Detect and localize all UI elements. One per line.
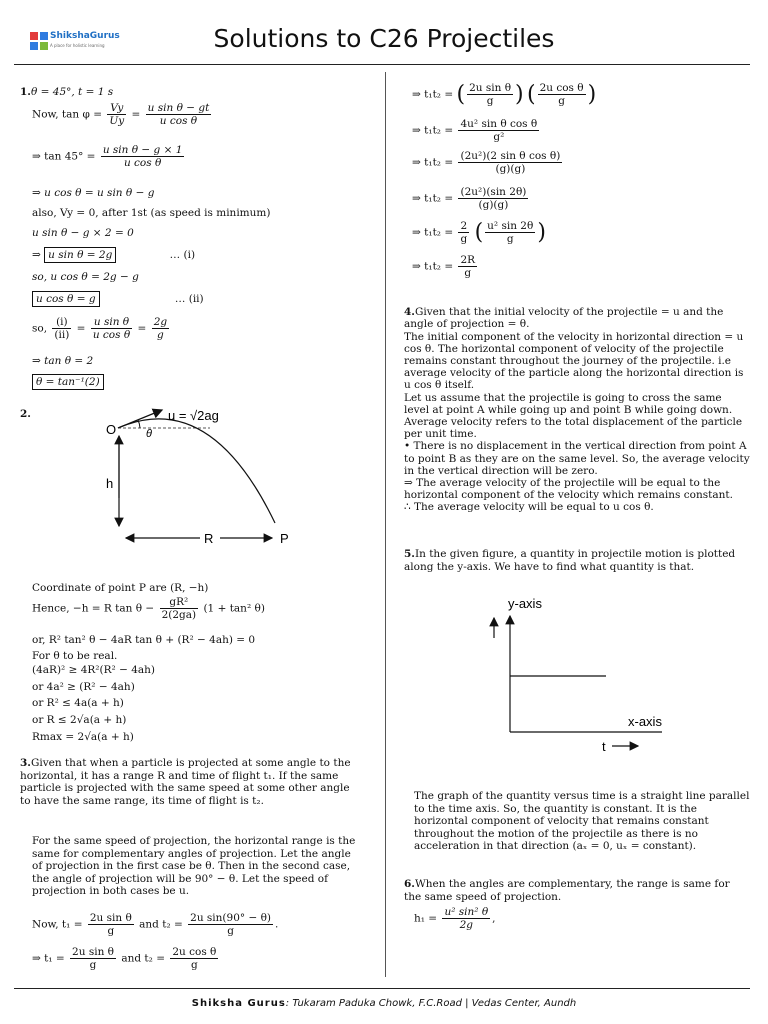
q2-fig-h: h [106, 476, 114, 491]
column-divider [385, 72, 386, 977]
q3c-frac-f: $\frac{2R}{g}$ [460, 254, 476, 279]
q2-fig-u-label: u = √2ag [168, 408, 219, 423]
q1-answer: θ = tan⁻¹(2) [32, 374, 104, 390]
q3-frac-t1: $\frac{\text{2u sin θ}}{g}$ [89, 912, 132, 937]
q1-frac-tan45: $\frac{\text{u sin θ − g × 1}}{\text{u cos θ}}$ [102, 144, 183, 169]
logo-name: ShikshaGurus [50, 31, 120, 41]
page-header [0, 0, 768, 66]
q2-step-b: or R² ≤ 4a(a + h) [32, 697, 124, 709]
footer-address: : Tukaram Paduka Chowk, F.C.Road | Vedas Center, Aundh [285, 998, 577, 1009]
q3c-frac-e1: $\frac{2}{g}$ [460, 220, 468, 245]
q1-frac-vy-uy: $\frac{Vy}{Uy}$ [109, 102, 125, 127]
q4-text: Given that the initial velocity of the projectile = u and the angle of projection = θ. The initial component of the velocity in horizontal direction = u cos θ. The horizontal component of velocity of the projectile remains constant throughout the journey of the projectile. i.e average velocity of the particle along the horizontal direction is u cos θ itself. Let us assume that the projectile is going to cross the same level at point A while going up and point B while going down. Average velocity refers to the total displacement of the particle per unit time. • There is no displacement in the vertical direction from point A to point B as they are on the same level. So, the average velocity in the vertical direction will be zero. ⇒ The average velocity of the projectile will be equal to the horizontal component of the velocity which remains constant. ∴ The average velocity will be equal to u cos θ. [404, 306, 750, 514]
q3-paragraph-2: For the same speed of projection, the horizontal range is the same for complementary angles of projection. Let the angle of projection in the first case be θ. Then in the second case, the angle of projection will be 90° − θ. Let the speed of projection in both cases be u. [32, 835, 356, 898]
q1-eq-ucos: ⇒ u cos θ = u sin θ − g [32, 187, 155, 199]
q2-real-condition: For θ to be real. [32, 650, 118, 662]
q1-eq-usin-2g: u sin θ − g × 2 = 0 [32, 227, 134, 239]
q2-coordinate: Coordinate of point P are (R, −h) [32, 582, 209, 594]
q2-trajectory [118, 419, 275, 523]
q2-step-c: or R ≤ 2√a(a + h) [32, 714, 127, 726]
q1-tan45-label: ⇒ tan 45° = [32, 150, 96, 163]
header-rule [14, 64, 750, 65]
q5-fig-y-axis: y-axis [508, 596, 542, 611]
q3c-frac-d: $\frac{\text{(2u²)(sin 2θ)}}{(g)(g)}$ [460, 186, 527, 211]
q2-number: 2. [20, 408, 31, 420]
page-footer [0, 998, 768, 1009]
q3c-frac-a2: $\frac{\text{2u cos θ}}{g}$ [539, 82, 584, 107]
left-column: 1.θ = 45°, t = 1 s Now, tan φ = $\frac{Vy}{Uy}$ = $\frac{\text{u sin θ − gt}}{\text{u cos θ}}$ ⇒ tan 45° = $\frac{\text{u sin θ − g × 1}}{\text{u cos θ}}$ ⇒ u cos θ = u sin θ − g also, Vy = 0, after 1st (as speed is minimum) u sin θ − g × 2 = 0 ⇒ u sin θ = 2g … (i) so, u cos θ = 2g − g u cos θ = g … (ii) so, $\frac{(i)}{(ii)}$ = $\frac{\text{u sin θ}}{\text{u cos θ}}$ = $\frac{2g}{g}$ ⇒ tan θ = 2 θ = tan⁻¹(2) 2. u = √2ag O θ h R P Coordinate of point P are (R, −h) Hence, −h = R tan θ − $\frac{\text{gR²}}{2(2ga)}$ (1 + tan² θ) or, R² tan² θ − 4aR tan θ + (R² − 4ah) = 0 For θ to be real. (4aR)² ≥ 4R²(R² − 4ah) or 4a² ≥ (R² − 4ah) or R² ≤ 4a(a + h) or R ≤ 2√a(a + h) Rmax = 2√a(a + h) 3.Given that when a particle is projected at some angle to the horizontal, it has a range R and time of flight t₁. If the same particle is projected with the same speed at some other angle to have the same range, its time of flight is t₂. For the same speed of projection, the horizontal range is the same for complementary angles of projection. Let the angle of projection in the first case be θ. Then in the second case, the angle of projection will be 90° − θ. Let the speed of projection in both cases be u. Now, t₁ = $\frac{\text{2u sin θ}}{g}$ and t₂ = $\frac{\text{2u sin(90° − θ)}}{g}$ . ⇒ t₁ = $\frac{\text{2u sin θ}}{g}$ and t₂ = $\frac{\text{2u cos θ}}{g}$ [20, 80, 380, 980]
q1-so-ucos: so, u cos θ = 2g − g [32, 271, 139, 283]
q2-rmax: Rmax = 2√a(a + h) [32, 731, 134, 743]
q5-fig-t: t [602, 739, 606, 754]
q3c-frac-b: $\frac{\text{4u² sin θ cos θ}}{\text{g²}}$ [460, 118, 538, 143]
question-4 [404, 294, 750, 514]
q2-discriminant: (4aR)² ≥ 4R²(R² − 4ah) [32, 664, 156, 676]
page-title: Solutions to C26 Projectiles [213, 24, 555, 53]
q5-number: 5. [404, 548, 415, 560]
q3-number: 3. [20, 757, 31, 769]
logo-tagline: A place for holistic learning [50, 43, 105, 48]
q2-quadratic: or, R² tan² θ − 4aR tan θ + (R² − 4ah) = 0 [32, 634, 256, 646]
q4-number: 4. [404, 306, 415, 319]
q2-fig-R: R [204, 531, 214, 546]
q3c-frac-e2: $\frac{\text{u² sin 2θ}}{g}$ [487, 220, 534, 245]
q6-frac-h1: $\frac{\text{u² sin² θ}}{2g}$ [444, 906, 489, 931]
q3-frac-t2-b: $\frac{\text{2u cos θ}}{g}$ [172, 946, 217, 971]
q3-frac-t1-b: $\frac{\text{2u sin θ}}{g}$ [72, 946, 114, 971]
q5-fig-x-axis: x-axis [628, 714, 662, 729]
q1-boxed-eq-ii: u cos θ = g [32, 291, 100, 307]
q1-number: 1. [20, 86, 31, 98]
q3c-frac-a1: $\frac{\text{2u sin θ}}{g}$ [469, 82, 512, 107]
q1-frac-usin-gt: $\frac{\text{u sin θ − gt}}{\text{u cos θ}}$ [147, 102, 210, 127]
q2-fig-theta: θ [146, 428, 152, 440]
q1-frac-2g-g: $\frac{2g}{g}$ [153, 316, 168, 341]
q2-frac-gr2: $\frac{\text{gR²}}{2(2ga)}$ [161, 596, 197, 621]
q3-frac-t2: $\frac{\text{2u sin(90° − θ)}}{g}$ [190, 912, 272, 937]
q1-frac-i-ii: $\frac{(i)}{(ii)}$ [54, 316, 70, 341]
footer-rule [14, 988, 750, 989]
q1-tan-theta-2: ⇒ tan θ = 2 [32, 355, 94, 367]
q1-boxed-eq-i: u sin θ = 2g [44, 247, 116, 263]
q5-text: In the given figure, a quantity in projectile motion is plotted along the y-axis. We have to find what quantity is that. [404, 548, 736, 573]
q1-given: θ = 45°, t = 1 s [30, 86, 114, 98]
q2-projectile-figure [100, 398, 320, 548]
footer-org: Shiksha Gurus [191, 998, 286, 1009]
q3c-frac-c: $\frac{\text{(2u²)(2 sin θ cos θ)}}{(g)(g)}$ [460, 150, 561, 175]
q5-graph-figure [482, 592, 682, 762]
q1-also-vy: also, Vy = 0, after 1st (as speed is minimum) [32, 207, 271, 219]
q6-number: 6. [404, 878, 415, 890]
q2-fig-O: O [106, 422, 117, 437]
q1-tan-phi-label: Now, tan φ = [32, 108, 102, 121]
right-column: ⇒ t₁t₂ = ( $\frac{\text{2u sin θ}}{g}$ ) ( $\frac{\text{2u cos θ}}{g}$ ) ⇒ t₁t₂ = $\frac{\text{4u² sin θ cos θ}}{\text{g²}}$ ⇒ t₁t₂ = $\frac{\text{(2u²)(2 sin θ cos θ)}}{(g)(g)}$ ⇒ t₁t₂ = $\frac{\text{(2u²)(sin 2θ)}}{(g)(g)}$ ⇒ t₁t₂ = $\frac{2}{g}$ ( $\frac{\text{u² sin 2θ}}{g}$ ) ⇒ t₁t₂ = $\frac{2R}{g}$ 4.Given that the initial velocity of the projectile = u and the angle of projection = θ. The initial component of the velocity in horizontal direction = u cos θ. The horizontal component of velocity of the projectile remains constant throughout the journey of the projectile. i.e average velocity of the particle along the horizontal direction is u cos θ itself. Let us assume that the projectile is going to cross the same level at point A while going up and point B while going down. Average velocity refers to the total displacement of the particle per unit time. • There is no displacement in the vertical direction from point A to point B as they are on the same level. So, the average velocity in the vertical direction will be zero. ⇒ The average velocity of the projectile will be equal to the horizontal component of the velocity which remains constant. ∴ The average velocity will be equal to u cos θ. 5.In the given figure, a quantity in projectile motion is plotted along the y-axis. We have to find what quantity is that. y-axis x-axis t The graph of the quantity versus time is a straight line parallel to the time axis. So, the quantity is constant. It is the horizontal component of velocity that remains constant throughout the motion of the projectile as there is no acceleration in that direction (aₓ = 0, uₓ = constant). 6.When the angles are complementary, the range is same for the same speed of projection. h₁ = $\frac{\text{u² sin² θ}}{2g}$ , [404, 81, 750, 931]
q3-paragraph-1: Given that when a particle is projected at some angle to the horizontal, it has a range R and time of flight t₁. If the same particle is projected with the same speed at some other angle to have the same range, its time of flight is t₂. [20, 757, 351, 807]
q6-text: When the angles are complementary, the range is same for the same speed of projection. [404, 878, 730, 903]
q2-fig-P: P [280, 531, 289, 546]
q5-answer: The graph of the quantity versus time is a straight line parallel to the time axis. So, the quantity is constant. It is the horizontal component of velocity that remains constant throughout the motion of the projectile as there is no acceleration in that direction (aₓ = 0, uₓ = constant). [414, 790, 750, 853]
q1-label-i: … (i) [169, 249, 196, 261]
q1-frac-sin-cos: $\frac{\text{u sin θ}}{\text{u cos θ}}$ [92, 316, 131, 341]
q1-label-ii: … (ii) [174, 293, 204, 305]
q2-step-a: or 4a² ≥ (R² − 4ah) [32, 681, 135, 693]
